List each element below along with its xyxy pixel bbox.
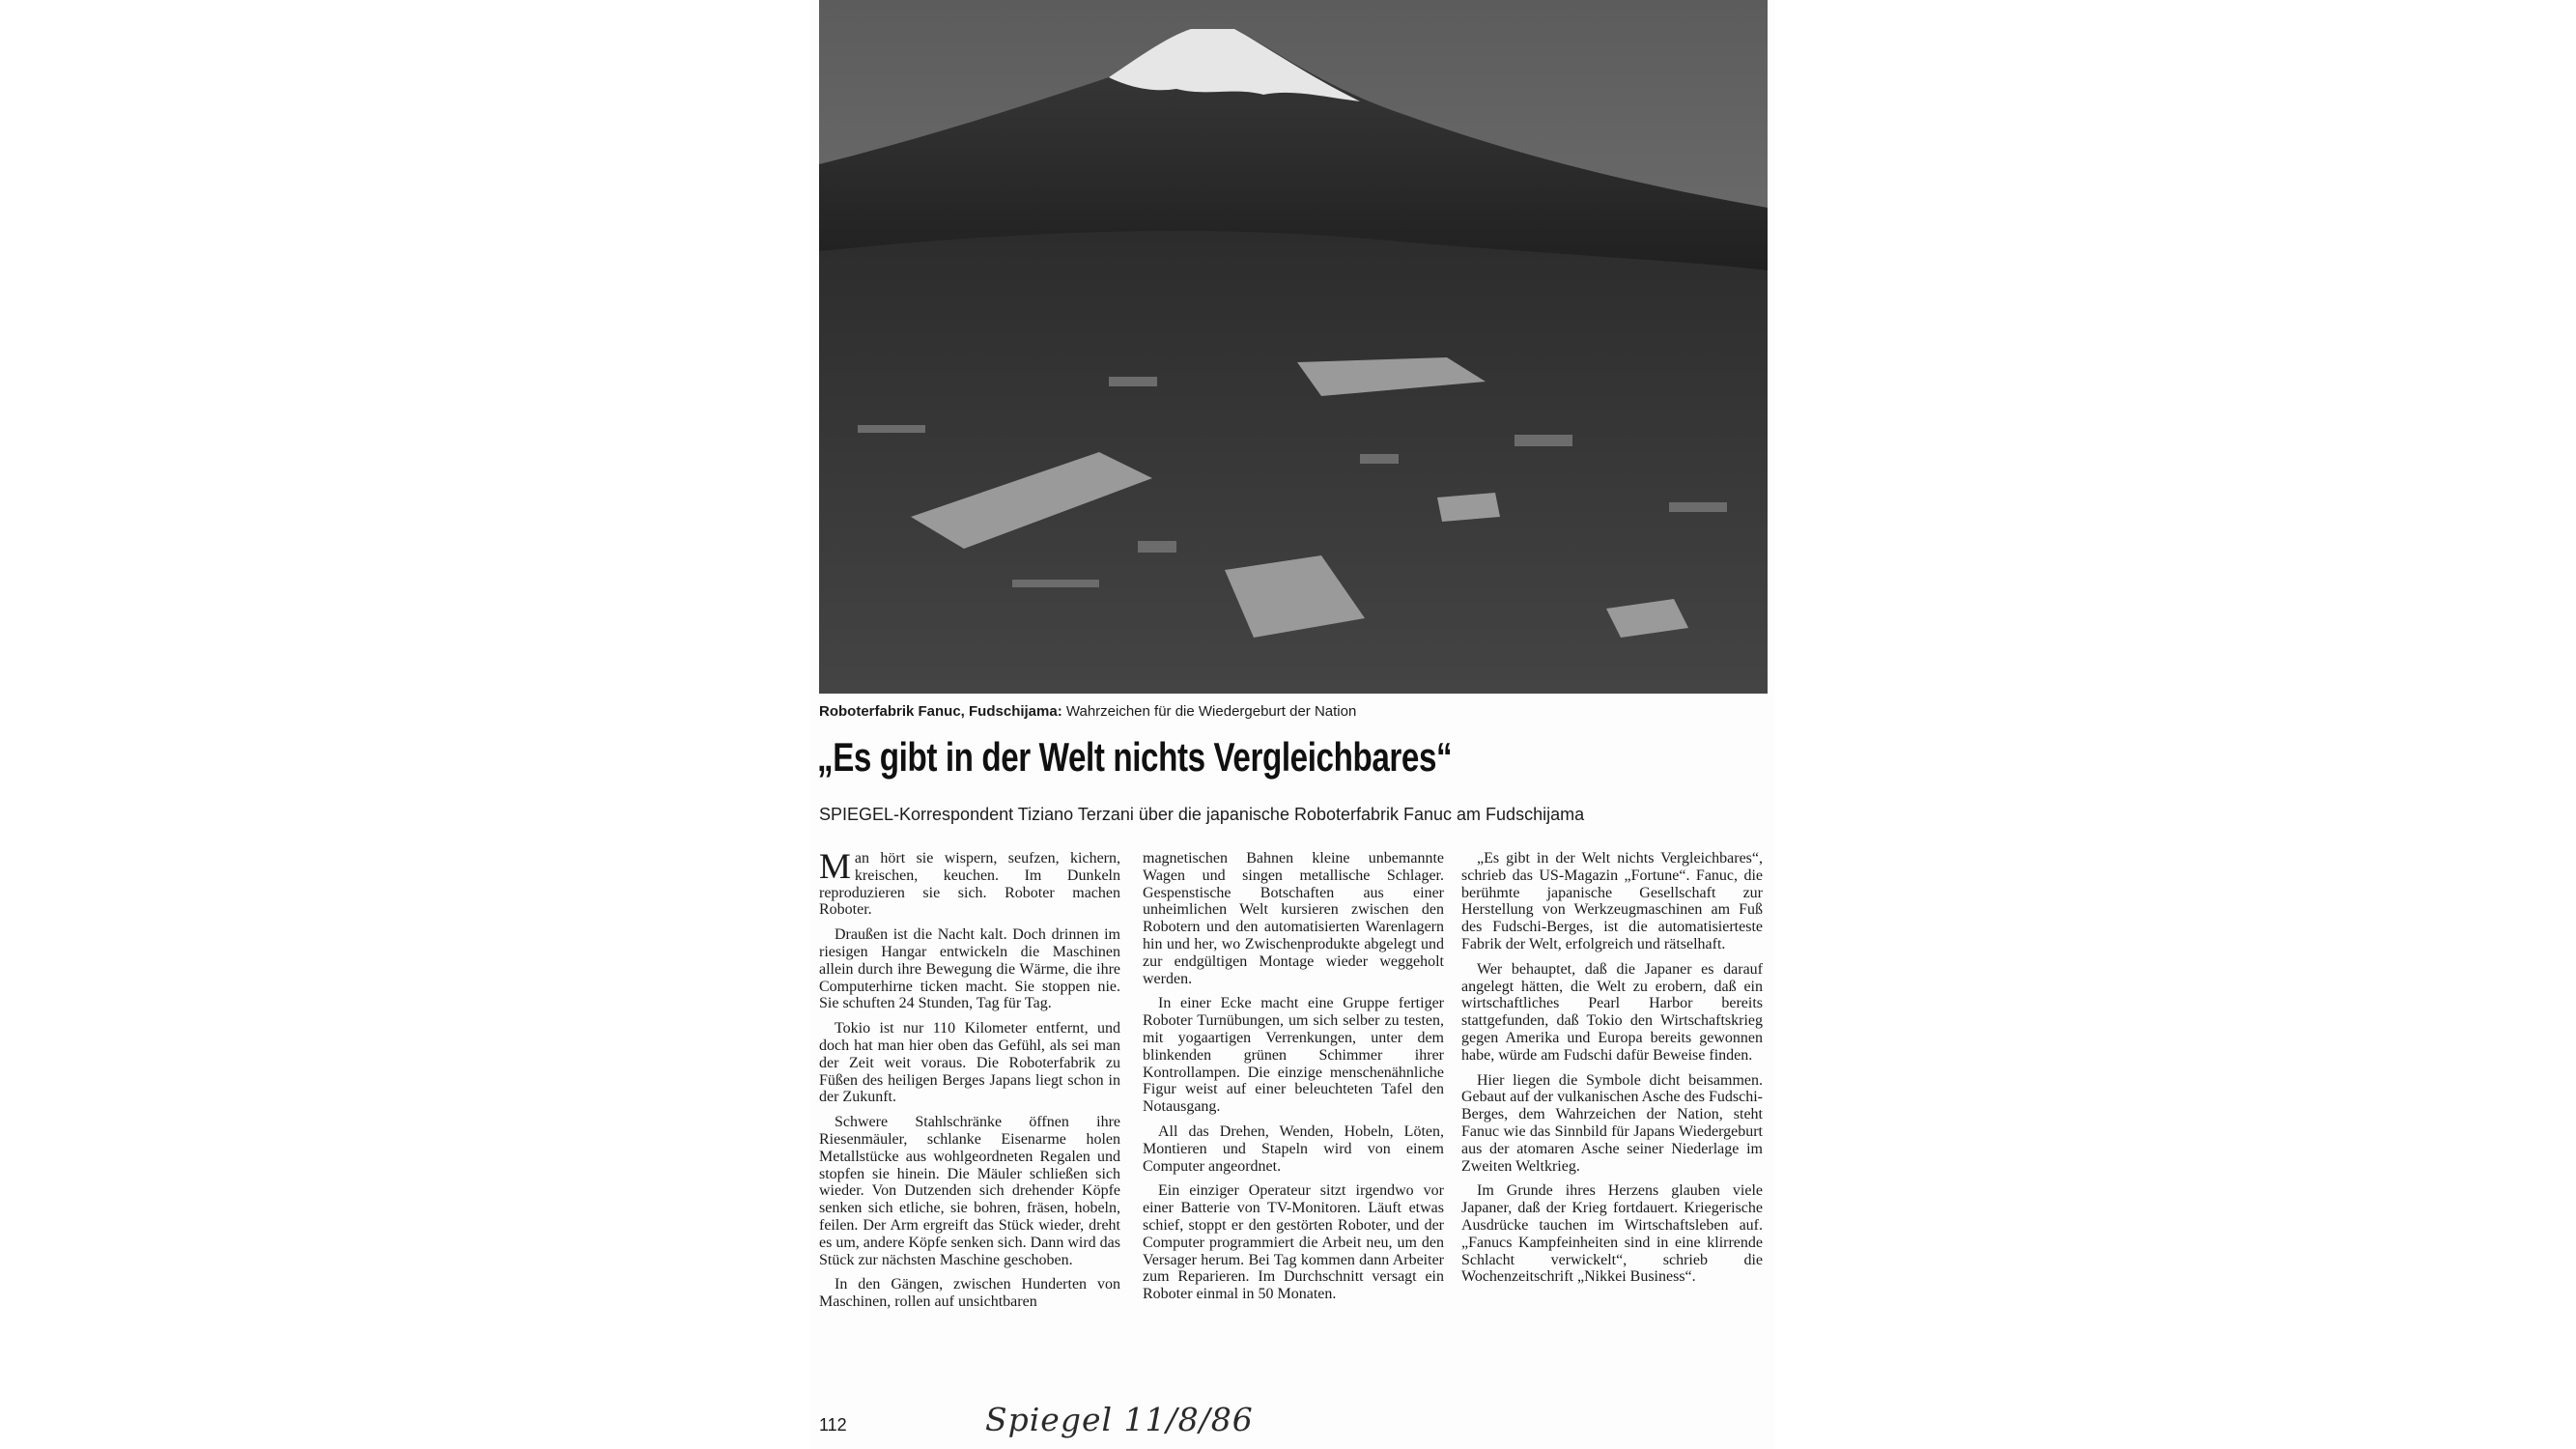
article-column-1 bbox=[819, 847, 1120, 1319]
paragraph: All das Drehen, Wenden, Hobeln, Löten, Montieren und Stapeln wird von einem Computer angeordnet. bbox=[1143, 1122, 1444, 1175]
photo-caption bbox=[819, 703, 1766, 720]
paragraph: Hier liegen die Symbole dicht beisammen. Gebaut auf der vulkanischen Asche des Fudschi-Berges, dem Wahrzeichen der Nation, steht Fanuc wie das Sinnbild für Japans Wiedergeburt aus der atomaren Asche seiner Niederlage im Zweiten Weltkrieg. bbox=[1461, 1071, 1763, 1175]
headline: „Es gibt in der Welt nichts Vergleichbares“ bbox=[817, 734, 1453, 780]
paragraph: In einer Ecke macht eine Gruppe fertiger Roboter Turnübungen, um sich selber zu testen, mit yogaartigen Verrenkungen, unter dem blinkenden grünen Schimmer ihrer Kontrollampen. Die einzige menschenähnliche Figur weist auf einer beleuchteten Tafel den Notausgang. bbox=[1143, 995, 1444, 1116]
paragraph: Wer behauptet, daß die Japaner es darauf angelegt hätten, die Welt zu erobern, daß ein wirtschaftliches Pearl Harbor bereits stattgefunden, daß Tokio den Wirtschaftskrieg gegen Amerika und Europa bereits gewonnen habe, würde am Fudschi dafür Beweise finden. bbox=[1461, 960, 1763, 1064]
page-number: 112 bbox=[819, 1415, 847, 1435]
paragraph: Schwere Stahlschränke öffnen ihre Riesenmäuler, schlanke Eisenarme holen Metallstücke aus wohlgeordneten Regalen und stopfen sie hinein. Die Mäuler schließen sich wieder. Von Dutzenden sich drehender Köpfe senken sich etliche, sie bohren, fräsen, hobeln, feilen. Der Arm ergreift das Stück wieder, dreht es um, andere Köpfe senken sich. Dann wird das Stück zur nächsten Maschine geschoben. bbox=[819, 1114, 1120, 1268]
article-column-2 bbox=[1143, 850, 1444, 1311]
mount-fuji-factory-photo bbox=[819, 0, 1768, 694]
handwritten-note: Spiegel 11/8/86 bbox=[985, 1401, 1254, 1438]
deck: SPIEGEL-Korrespondent Tiziano Terzani über die japanische Roboterfabrik Fanuc am Fudschijama bbox=[819, 805, 1585, 824]
paragraph: In den Gängen, zwischen Hunderten von Maschinen, rollen auf unsichtbaren bbox=[819, 1276, 1120, 1311]
paragraph: „Es gibt in der Welt nichts Vergleichbares“, schrieb das US-Magazin „Fortune“. Fanuc, die berühmte japanische Gesellschaft zur Herstellung von Werkzeugmaschinen am Fuß des Fudschi-Berges, ist die automatisierteste Fabrik der Welt, erfolgreich und rätselhaft. bbox=[1461, 850, 1763, 952]
newspaper-clipping bbox=[809, 0, 1775, 1449]
article-column-3 bbox=[1461, 850, 1763, 1293]
paragraph: Ein einziger Operateur sitzt irgendwo vor einer Batterie von TV-Monitoren. Läuft etwas schief, stoppt er den gestörten Roboter, und der Computer programmiert die Arbeit neu, um den Versager herum. Bei Tag kommen dann Arbeiter zum Reparieren. Im Durchschnitt versagt ein Roboter einmal in 50 Monaten. bbox=[1143, 1182, 1444, 1303]
paragraph: Tokio ist nur 110 Kilometer entfernt, und doch hat man hier oben das Gefühl, als sei man der Zeit weit voraus. Die Roboterfabrik zu Füßen des heiligen Berges Japans liegt schon in der Zukunft. bbox=[819, 1020, 1120, 1106]
paragraph: Draußen ist die Nacht kalt. Doch drinnen im riesigen Hangar entwickeln die Maschinen allein durch ihre Bewegung die Wärme, die ihre Computerhirne ticken macht. Sie stoppen nie. Sie schuften 24 Stunden, Tag für Tag. bbox=[819, 926, 1120, 1012]
caption-bold: Roboterfabrik Fanuc, Fudschijama: bbox=[819, 703, 1062, 720]
paragraph: Im Grunde ihres Herzens glauben viele Japaner, daß der Krieg fortdauert. Kriegerische Ausdrücke tauchen im Wirtschaftsleben auf. „Fanucs Kampfeinheiten sind in eine klirrende Schlacht verwickelt“, schrieb die Wochenzeitschrift „Nikkei Business“. bbox=[1461, 1182, 1763, 1286]
caption-text: Wahrzeichen für die Wiedergeburt der Nation bbox=[1062, 703, 1357, 720]
photo-illustration bbox=[819, 0, 1768, 694]
paragraph: magnetischen Bahnen kleine unbemannte Wagen und singen metallische Schlager. Gespenstische Botschaften aus einer unheimlichen Welt kursieren zwischen den Robotern und den automatisierten Warenlagern hin und her, wo Zwischenprodukte abgelegt und zur endgültigen Montage wieder weggeholt werden. bbox=[1143, 850, 1444, 987]
paragraph: Man hört sie wispern, seufzen, kichern, kreischen, keuchen. Im Dunkeln reproduzieren sie sich. Roboter machen Roboter. bbox=[819, 847, 1120, 919]
